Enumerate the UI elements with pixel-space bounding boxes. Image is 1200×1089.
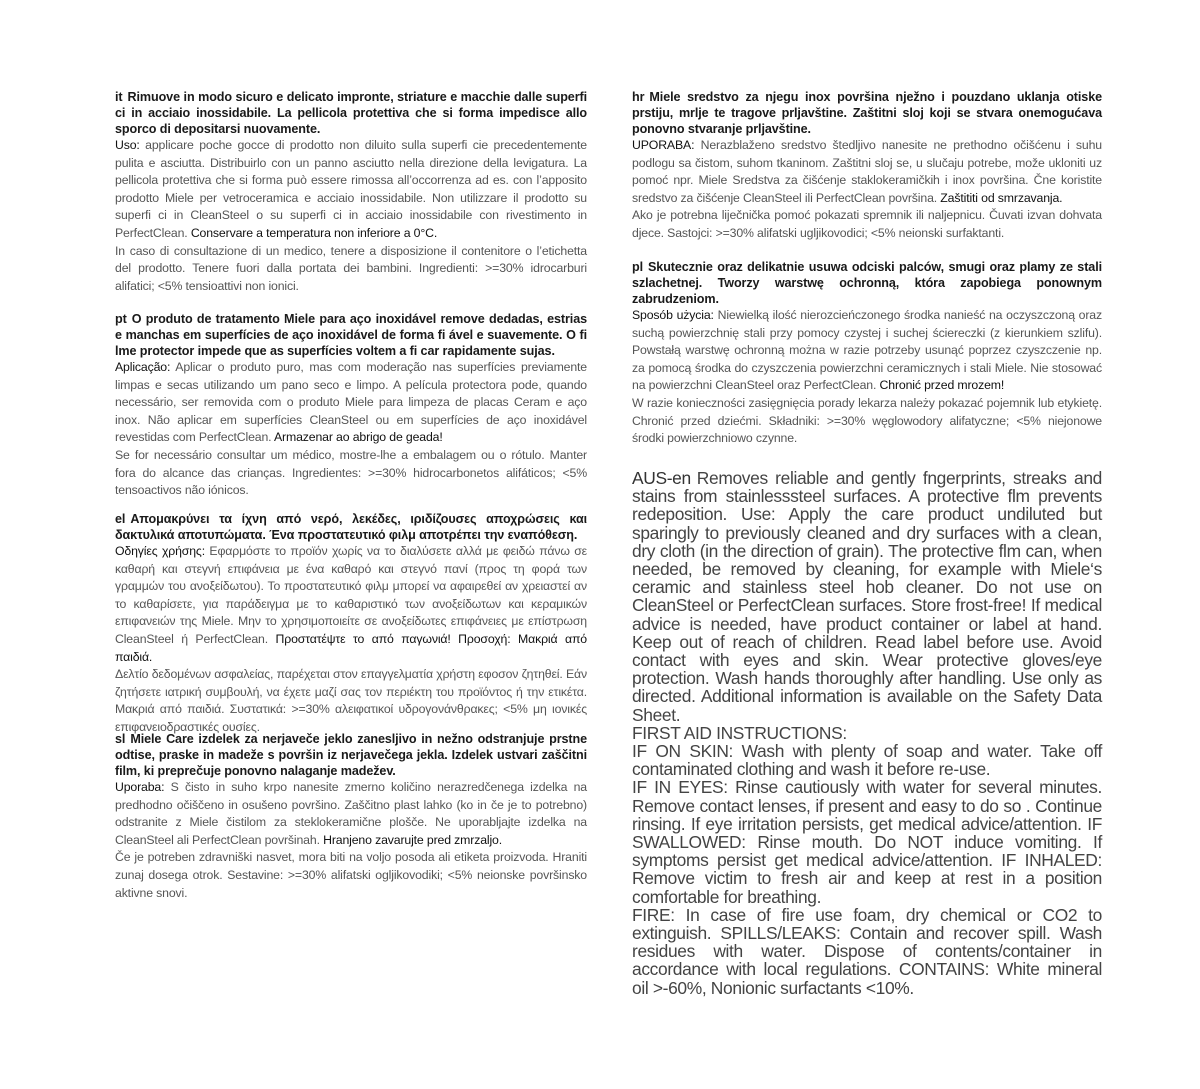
croatian-notes: Ako je potrebna liječnička pomoć pokazati spremnik ili naljepnicu. Čuvati izvan dohvata djece. Sastojci: >=30% alifatski ugljikovodici; <5% neionski surfaktanti. (632, 208, 1102, 240)
right-column (632, 89, 1102, 997)
greek-storage: Προστατέψτε το από παγωνιά! Προσοχή: Μακριά από παιδιά. (115, 631, 587, 664)
portuguese-notes: Se for necessário consultar um médico, mostre-lhe a embalagem ou o rótulo. Manter fora do alcance das crianças. Ingredientes: >=30% hidrocarbonetos alifáticos; <5% tensoactivos não iónicos. (115, 447, 587, 498)
lang-code-hr: hr (632, 90, 645, 104)
slovenian-notes: Če je potreben zdravniški nasvet, mora biti na voljo posoda ali etiketa proizvoda. Hraniti zunaj dosega otrok. Sestavine: >=30% alifatski ogljikovodiki; <5% neionske površinsko aktivne snovi. (115, 850, 587, 900)
polish-lead (632, 259, 1102, 307)
croatian-lead (632, 89, 1102, 137)
section-greek (115, 511, 587, 734)
polish-lead-text: Skutecznie oraz delikatnie usuwa odciski palców, smugi oraz plamy ze stali szlachetnej. Tworzy warstwę ochronną, która zapobiega ponownym zabrudzeniom. (632, 260, 1102, 306)
first-aid-eyes: IF IN EYES: Rinse cautiously with water for several minutes. Remove contact lenses, if present and easy to do so . Continue rinsing. If eye irritation persists, get medical advice/attention. IF SWALLOWED: Rinse mouth. Do NOT induce vomiting. If symptoms persist get medical advice/attention. IF INHALED: Remove victim to fresh air and keep at rest in a position comfortable for breathing. (632, 777, 1102, 907)
polish-notes: W razie konieczności zasięgnięcia porady lekarza należy pokazać pojemnik lub etykietę. Chronić przed dziećmi. Składniki: >=30% węglowodory alifatyczne; <5% niejonowe środki powierzchniowo czynne. (632, 395, 1102, 446)
greek-notes: Δελτίο δεδομένων ασφαλείας, παρέχεται στον επαγγελματία χρήστη εφοσον ζητηθεί. Εάν ζητήσετε ιατρική συμβουλή, να έχετε μαζί σας τον περιέκτη του προϊόντος ή την ετικέτα. Μακριά από παιδιά. Συστατικά: >=30% αλειφατικοί υδρογονάνθρακες; <5% μη ιονικές επιφανειοδραστικές ουσίες. (115, 667, 587, 734)
lang-code-sl: sl (115, 732, 126, 746)
left-column (115, 89, 587, 902)
polish-storage: Chronić przed mrozem! (879, 378, 1005, 393)
italian-usage-label: Uso: (115, 138, 140, 152)
portuguese-lead (115, 311, 587, 359)
portuguese-storage: Armazenar ao abrigo de geada! (274, 430, 443, 445)
lang-code-it: it (115, 90, 123, 104)
italian-lead-text: Rimuove in modo sicuro e delicato impronte, striature e macchie dalle superfi ci in acciaio inossidabile. La pellicola protettiva che si forma impedisce allo sporco di depositarsi nuovamente. (115, 90, 587, 136)
croatian-usage: Nerazblaženo sredstvo štedljivo nanesite ne prethodno očišćenu i suhu podlogu sa čistom, suhom tkaninom. Zaštitni sloj se, u slučaju potrebe, može ukloniti uz pomoć npr. Miele Sredstva za čišćenje staklokeramičkih i inox površina. Čne koristite sredstvo za čišćenje CleanSteel ili PerfectClean površina. (632, 138, 1102, 205)
portuguese-body (115, 359, 587, 500)
greek-body (115, 543, 587, 737)
italian-body (115, 137, 587, 295)
section-italian (115, 89, 587, 311)
croatian-body (632, 137, 1102, 243)
slovenian-storage: Hranjeno zavarujte pred zmrzaljo. (323, 832, 503, 847)
lang-code-el: el (115, 512, 126, 526)
section-portuguese (115, 311, 587, 511)
portuguese-usage: Aplicar o produto puro, mas com moderação nas superfícies previamente limpas e secas utilizando um pano seco e limpo. A película protectora pode, quando necessário, ser removida com o produto Miele para limpeza de placas Ceram e aço inox. Não aplicar em superfícies CleanSteel ou em superfícies de aço inoxidável revestidas com PerfectClean. (115, 360, 587, 445)
first-aid-heading: FIRST AID INSTRUCTIONS: (632, 722, 847, 743)
italian-usage: applicare poche gocce di prodotto non diluito sulla superfi cie precedentemente pulita e asciutta. Distribuirlo con un panno asciutto nella direzione della levigatura. La pellicola protettiva che si forma può essere rimossa all’occorrenza ad es. con l’apposito prodotto Miele per vetroceramica e acciaio inossidabile. Non utilizzare il prodotto su superfi ci in CleanSteel o su superfi ci in acciaio inossidabile con rivestimento in PerfectClean. (115, 138, 587, 240)
section-english-aus (632, 469, 1102, 997)
slovenian-lead (115, 731, 587, 779)
polish-usage-label: Sposób użycia: (632, 308, 714, 322)
greek-usage: Εφαρμόστε το προϊόν χωρίς να το διαλύσετε αλλά με φειδώ πάνω σε καθαρή και στεγνή επιφάνεια με ένα καθαρό και στεγνό πανί (προς τη φορά των γραμμών του ανοξείδωτου). Το προστατευτικό φιλμ μπορεί να αφαιρεθεί αν χρειαστεί αν το καθαρίσετε, για παράδειγμα με το καθαριστικό των ανοξείδωτων και κεραμικών επιφανειών της Miele. Μην το χρησιμοποιείτε σε ανοξείδωτες επιφάνειες με επίστρωση CleanSteel ή PerfectClean. (115, 544, 587, 646)
lang-code-pl: pl (632, 260, 643, 274)
slovenian-body (115, 779, 587, 902)
italian-lead (115, 89, 587, 137)
croatian-usage-label: UPORABA: (632, 138, 695, 152)
english-main (632, 469, 1102, 724)
section-croatian (632, 89, 1102, 259)
portuguese-lead-text: O produto de tratamento Miele para aço inoxidável remove dedadas, estrias e manchas em superfícies de aço inoxidável de forma fi ável e suavemente. O fi lme protector impede que as superfícies voltem a fi car rapidamente sujas. (115, 312, 587, 358)
section-polish (632, 259, 1102, 469)
lang-code-aus-en: AUS-en (632, 468, 691, 488)
italian-notes: In caso di consultazione di un medico, tenere a disposizione il contenitore o l’etichetta del prodotto. Tenere fuori dalla portata dei bambini. Ingredienti: >=30% idrocarburi alifatici; <5% tensioattivi non ionici. (115, 243, 587, 293)
portuguese-usage-label: Aplicação: (115, 360, 171, 374)
fire-spills-contains: FIRE: In case of fire use foam, dry chemical or CO2 to extinguish. SPILLS/LEAKS: Contain and recover spill. Wash residues with water. Dispose of contents/container in accordance with local regulations. CONTAINS: White mineral oil >-60%, Nonionic surfactants <10%. (632, 904, 1102, 998)
greek-lead (115, 511, 587, 543)
slovenian-usage: S čisto in suho krpo nanesite zmerno količino nerazredčenega izdelka na predhodno očiščeno in osušeno površino. Zaščitno plast lahko (ko in če je to potrebno) odstranite z Miele čistilom za steklokeramične plošče. Ne uporabljajte izdelka na CleanSteel ali PerfectClean površinah. (115, 780, 587, 847)
croatian-storage: Zaštititi od smrzavanja. (940, 190, 1063, 205)
english-main-text: Removes reliable and gently fngerprints, streaks and stains from stainlesssteel surfaces. A protective flm prevents redeposition. Use: Apply the care product undiluted but sparingly to previously cleaned and dry surfaces with a clean, dry cloth (in the direction of grain). The protective flm can, when needed, be removed by cleaning, for example with Miele‘s ceramic and stainless steel hob cleaner. Do not use on CleanSteel or PerfectClean surfaces. Store frost-free! If medical advice is needed, have product container or label at hand. Keep out of reach of children. Read label before use. Avoid contact with eyes and skin. Wear protective gloves/eye protection. Wash hands thoroughly after handling. Use only as directed. Additional information is available on the Safety Data Sheet. (632, 468, 1102, 725)
section-slovenian (115, 731, 587, 902)
lang-code-pt: pt (115, 312, 127, 326)
croatian-lead-text: Miele sredstvo za njegu inox površina nježno i pouzdano uklanja otiske prstiju, mrlje te tragove prljavštine. Zaštitni sloj koji se stvara onemogućava ponovno stvaranje prljavštine. (632, 90, 1102, 136)
slovenian-usage-label: Uporaba: (115, 780, 165, 794)
first-aid-skin: IF ON SKIN: Wash with plenty of soap and water. Take off contaminated clothing and wash it before re-use. (632, 741, 1102, 780)
polish-body (632, 307, 1102, 448)
greek-lead-text: Απομακρύνει τα ίχνη από νερό, λεκέδες, ιριδίζουσες αποχρώσεις και δακτυλικά αποτυπώματα. Ένα προστατευτικό φιλμ αποτρέπει την εναπόθεση. (115, 512, 587, 542)
greek-usage-label: Οδηγίες χρήσης: (115, 544, 205, 558)
italian-storage: Conservare a temperatura non inferiore a 0°C. (190, 225, 438, 240)
polish-usage: Niewielką ilość nierozcieńczonego środka nanieść na oczyszczoną oraz suchą powierzchnię stali przy pomocy czystej i suchej ściereczki (z kierunkiem szlifu). Powstałą warstwę ochronną można w razie potrzeby usunąć poprzez czyszczenie np. za pomocą środka do czyszczenia powierzchni ceramicznych i stali Miele. Nie stosować na powierzchni CleanSteel oraz PerfectClean. (632, 308, 1102, 393)
slovenian-lead-text: Miele Care izdelek za nerjaveče jeklo zanesljivo in nežno odstranjuje prstne odtise, praske in madeže s površin iz nerjavečega jekla. Izdelek ustvari zaščitni film, ki preprečuje ponovno nalaganje madežev. (115, 732, 587, 778)
